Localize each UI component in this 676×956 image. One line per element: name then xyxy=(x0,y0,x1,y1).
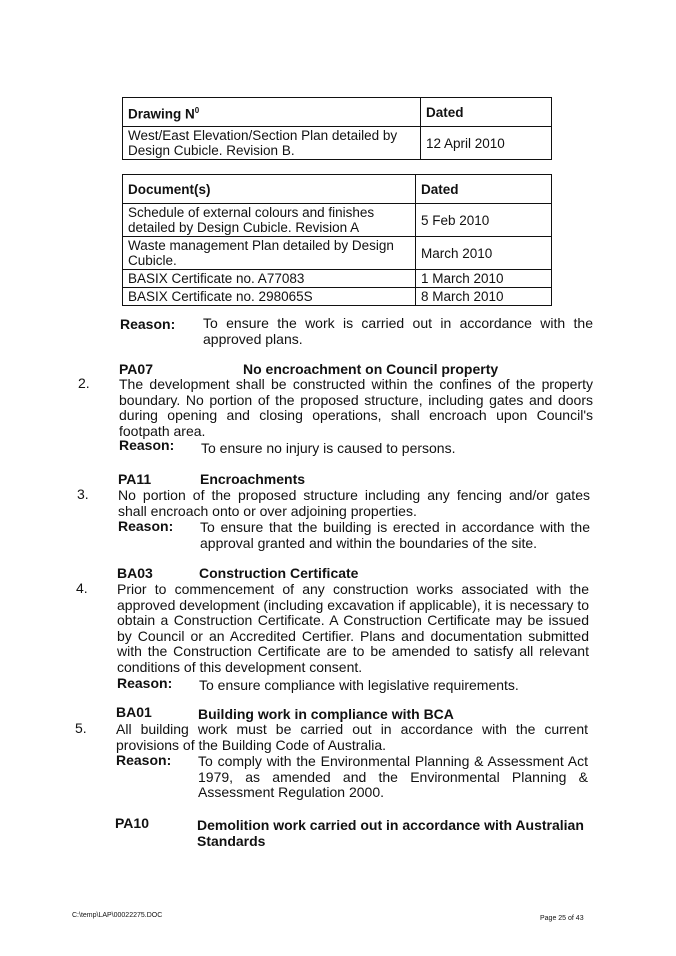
condition-number: 3. xyxy=(77,486,89,502)
table-row xyxy=(123,270,552,288)
condition-body: The development shall be constructed within the confines of the property boundary. No portion of the proposed structure, including gates and doors during opening and closing operations, shall encroach upon Council's footpath area. xyxy=(119,376,593,439)
reason-text: To ensure that the building is erected in accordance with the approval granted and within the boundaries of the site. xyxy=(200,519,590,551)
reason-label: Reason: xyxy=(120,316,176,332)
condition-title: Demolition work carried out in accordance with Australian Standards xyxy=(197,817,584,849)
footer-file-path: C:\temp\LAP\00022275.DOC xyxy=(72,912,163,919)
table-cell-description: BASIX Certificate no. A77083 xyxy=(123,270,416,288)
table-header-drawing: Drawing $N^0$ xyxy=(123,98,421,127)
table-header-row xyxy=(123,98,552,127)
table-header-row xyxy=(123,175,552,204)
condition-code: PA10 xyxy=(115,815,149,831)
condition-body: Prior to commencement of any construction works associated with the approved development (including excavation if applicable), it is necessary to obtain a Construction Certificate. A Construction Certificate may be issued by Council or an Accredited Certifier. Plans and documentation submitted with the Construction Certificate are to be amended to satisfy all relevant conditions of this development consent. xyxy=(117,581,589,675)
table-cell-date: 1 March 2010 xyxy=(416,270,552,288)
table-cell-date: 12 April 2010 xyxy=(421,127,552,160)
reason-label: Reason: xyxy=(116,752,172,768)
drawing-table xyxy=(122,97,552,160)
table-row xyxy=(123,288,552,306)
condition-title: No encroachment on Council property xyxy=(243,361,499,377)
table-header-dated: Dated xyxy=(416,175,552,204)
table-cell-date: March 2010 xyxy=(416,237,552,270)
table-cell-description: West/East Elevation/Section Plan detailed by Design Cubicle. Revision B. xyxy=(123,127,421,160)
condition-body: No portion of the proposed structure including any fencing and/or gates shall encroach onto or over adjoining properties. xyxy=(118,487,590,519)
reason-label: Reason: xyxy=(118,518,174,534)
reason-text: To ensure the work is carried out in accordance with the approved plans. xyxy=(203,315,593,347)
documents-table xyxy=(122,174,552,306)
table-cell-description: Schedule of external colours and finishes detailed by Design Cubicle. Revision A xyxy=(123,204,416,237)
table-cell-date: 8 March 2010 xyxy=(416,288,552,306)
table-header-dated: Dated xyxy=(421,98,552,127)
table-cell-description: BASIX Certificate no. 298065S xyxy=(123,288,416,306)
condition-code: PA07 xyxy=(119,361,153,377)
condition-number: 2. xyxy=(78,375,90,391)
reason-text: To ensure no injury is caused to persons. xyxy=(201,440,456,456)
condition-title: Building work in compliance with BCA xyxy=(198,706,454,722)
condition-number: 5. xyxy=(75,720,87,736)
table-cell-description: Waste management Plan detailed by Design Cubicle. xyxy=(123,237,416,270)
condition-code: BA03 xyxy=(117,565,153,581)
table-row xyxy=(123,127,552,160)
condition-number: 4. xyxy=(76,580,88,596)
reason-label: Reason: xyxy=(119,437,175,453)
table-row xyxy=(123,237,552,270)
table-row xyxy=(123,204,552,237)
condition-code: PA11 xyxy=(118,471,152,487)
table-cell-date: 5 Feb 2010 xyxy=(416,204,552,237)
condition-title: Encroachments xyxy=(200,471,306,487)
condition-body: All building work must be carried out in accordance with the current provisions of the Building Code of Australia. xyxy=(116,721,588,753)
footer-page-number: Page 25 of 43 xyxy=(540,915,584,922)
reason-text: To ensure compliance with legislative requirements. xyxy=(199,677,519,693)
reason-label: Reason: xyxy=(117,675,173,691)
table-header-documents: Document(s) xyxy=(123,175,416,204)
reason-text: To comply with the Environmental Planning & Assessment Act 1979, as amended and the Environmental Planning & Assessment Regulation 2000. xyxy=(198,753,588,800)
condition-title: Construction Certificate xyxy=(199,565,359,581)
condition-code: BA01 xyxy=(116,704,152,720)
